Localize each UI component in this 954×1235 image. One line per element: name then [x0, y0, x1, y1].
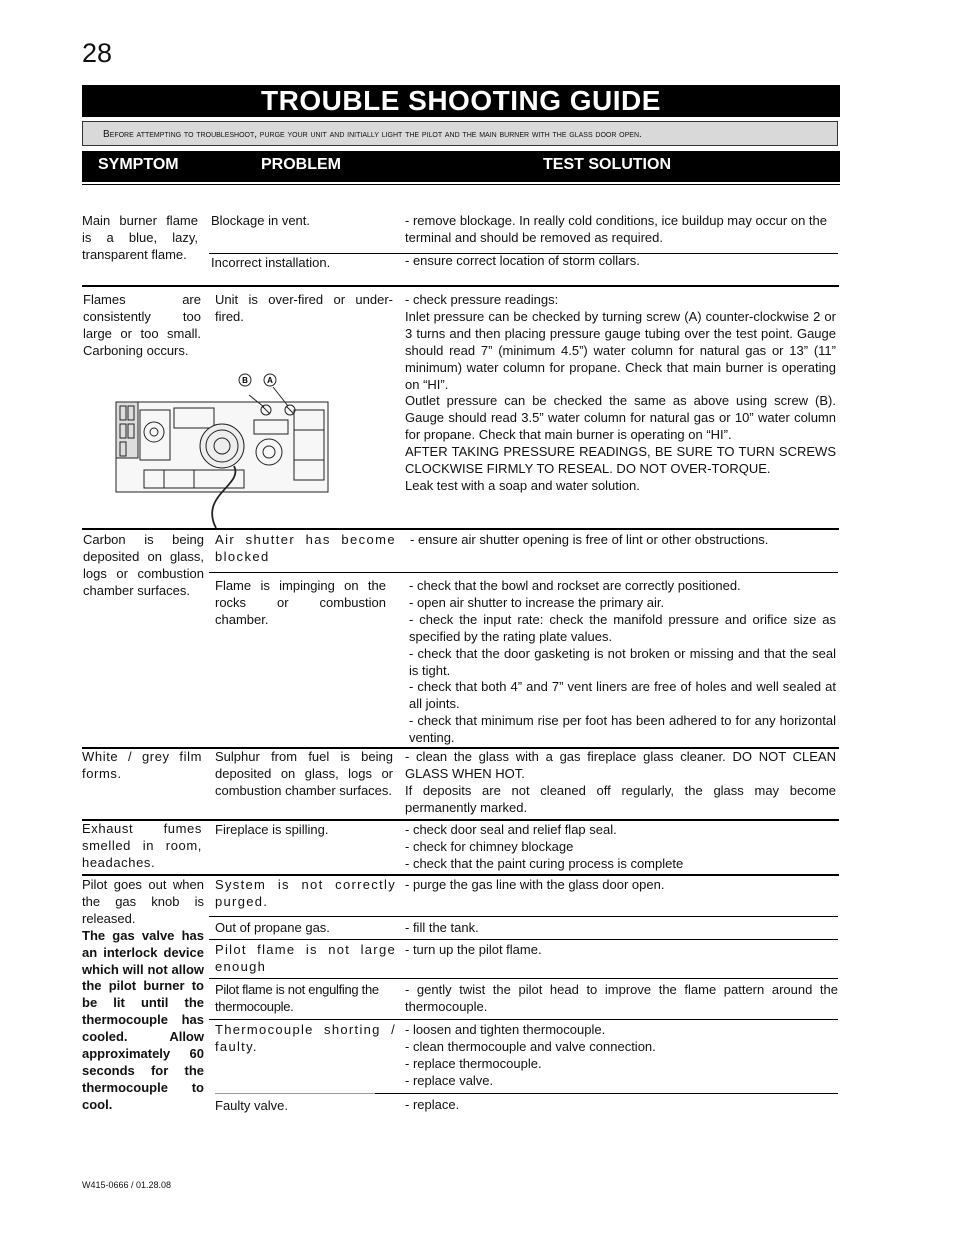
problem-cell: Pilot flame is not large enough [215, 942, 396, 974]
divider [82, 874, 839, 876]
solution-cell: - gently twist the pilot head to improve the flame pattern around the thermocouple. [405, 982, 838, 1014]
page-title: TROUBLE SHOOTING GUIDE [82, 85, 840, 117]
solution-cell: - purge the gas line with the glass door open. [405, 877, 665, 892]
solution-cell: - ensure air shutter opening is free of lint or other obstructions. [410, 532, 769, 547]
solution-line: - check that minimum rise per foot has been adhered to for any horizontal venting. [409, 713, 836, 746]
solution-cell [405, 749, 836, 817]
solution-cell [409, 578, 836, 747]
solution-line: AFTER TAKING PRESSURE READINGS, BE SURE TO TURN SCREWS CLOCKWISE FIRMLY TO RESEAL. DO NOT OVER-TORQUE. [405, 444, 836, 477]
solution-line: - check pressure readings: [405, 292, 559, 307]
divider [82, 184, 840, 185]
table-header [82, 151, 840, 182]
solution-line: - replace thermocouple. [405, 1055, 542, 1071]
intro-note: Before attempting to troubleshoot, purge your unit and initially light the pilot and the main burner with the glass door open. [82, 121, 838, 146]
symptom-cell: Main burner flame is a blue, lazy, transparent flame. [82, 213, 198, 262]
page-number: 28 [82, 38, 113, 68]
symptom-text: Pilot goes out when the gas knob is released. [82, 877, 204, 926]
solution-line: - clean thermocouple and valve connection. [405, 1038, 656, 1054]
solution-cell: - fill the tank. [405, 920, 479, 935]
header-symptom: SYMPTOM [98, 156, 179, 173]
document-code: W415-0666 / 01.28.08 [82, 1180, 172, 1190]
problem-cell: Air shutter has become blocked [215, 532, 396, 564]
solution-cell: - remove blockage. In really cold conditions, ice buildup may occur on the terminal and should be removed as required. [405, 213, 827, 245]
divider [215, 1093, 375, 1094]
problem-cell: Flame is impinging on the rocks or combustion chamber. [215, 578, 386, 627]
symptom-cell [82, 877, 204, 1114]
solution-line: - replace valve. [405, 1072, 494, 1088]
symptom-cell: Flames are consistently too large or too small. Carboning occurs. [83, 292, 201, 358]
solution-line: - open air shutter to increase the primary air. [409, 594, 665, 610]
solution-line: - check that the door gasketing is not broken or missing and that the seal is tight. [409, 645, 836, 678]
solution-cell: - ensure correct location of storm collars. [405, 253, 640, 268]
solution-line: Inlet pressure can be checked by turning screw (A) counter-clockwise 2 or 3 turns and then placing pressure gauge tubing over the test point. Gauge should read 7” (minimum 4.5”) water column for natural gas or 13” (11” minimum) water column for propane. Check that main burner is operating on “HI”. [405, 308, 836, 392]
solution-line: - check the input rate: check the manifold pressure and orifice size as specified by the rating plate values. [409, 611, 836, 644]
header-problem: PROBLEM [261, 156, 341, 173]
screw-label-a: A [267, 376, 273, 385]
symptom-cell: White / grey film forms. [82, 749, 202, 781]
problem-cell: Unit is over-fired or under-fired. [215, 292, 393, 324]
solution-cell: - turn up the pilot flame. [405, 942, 542, 957]
problem-cell: Thermocouple shorting / faulty. [215, 1022, 396, 1054]
gas-valve-diagram [104, 370, 344, 530]
screw-label-b: B [242, 376, 248, 385]
divider [209, 916, 838, 917]
divider [209, 1019, 838, 1020]
problem-cell: Out of propane gas. [215, 920, 330, 935]
divider [209, 939, 838, 940]
problem-cell: Faulty valve. [215, 1098, 288, 1113]
solution-line: - check that the paint curing process is complete [405, 855, 684, 871]
divider [82, 528, 839, 530]
solution-cell [405, 1022, 838, 1090]
solution-line: Outlet pressure can be checked the same as above using screw (B). Gauge should read 3.5” water column for natural gas or 10” water column for propane. Check that main burner is operating on “HI”. [405, 393, 836, 443]
divider [375, 1093, 838, 1094]
header-solution: TEST SOLUTION [543, 156, 671, 173]
divider [82, 285, 839, 287]
symptom-cell: Exhaust fumes smelled in room, headaches. [82, 821, 202, 870]
solution-cell [405, 292, 836, 495]
solution-line: - check that the bowl and rockset are correctly positioned. [409, 578, 741, 593]
solution-cell: - replace. [405, 1097, 460, 1112]
problem-cell: Blockage in vent. [211, 213, 311, 228]
solution-line: Leak test with a soap and water solution. [405, 477, 640, 493]
solution-line: If deposits are not cleaned off regularly, the glass may become permanently marked. [405, 782, 836, 815]
solution-line: - clean the glass with a gas fireplace glass cleaner. DO NOT CLEAN GLASS WHEN HOT. [405, 749, 836, 781]
divider [209, 978, 838, 979]
problem-cell: Pilot flame is not engulfing the thermocouple. [215, 982, 379, 1014]
problem-cell: System is not correctly purged. [215, 877, 396, 909]
problem-cell: Incorrect installation. [211, 255, 331, 270]
solution-cell [405, 822, 836, 873]
symptom-warning: The gas valve has an interlock device which will not allow the pilot burner to be lit until the thermocouple has cooled. Allow approximately 60 seconds for the thermocouple to cool. [82, 927, 204, 1112]
solution-line: - check that both 4” and 7” vent liners are free of holes and well sealed at all joints. [409, 679, 836, 712]
problem-cell: Fireplace is spilling. [215, 822, 329, 837]
divider [209, 572, 838, 573]
solution-line: - loosen and tighten thermocouple. [405, 1022, 606, 1037]
symptom-cell: Carbon is being deposited on glass, logs or combustion chamber surfaces. [83, 532, 204, 598]
solution-line: - check for chimney blockage [405, 838, 574, 854]
problem-cell: Sulphur from fuel is being deposited on glass, logs or combustion chamber surfaces. [215, 749, 393, 798]
solution-line: - check door seal and relief flap seal. [405, 822, 617, 837]
